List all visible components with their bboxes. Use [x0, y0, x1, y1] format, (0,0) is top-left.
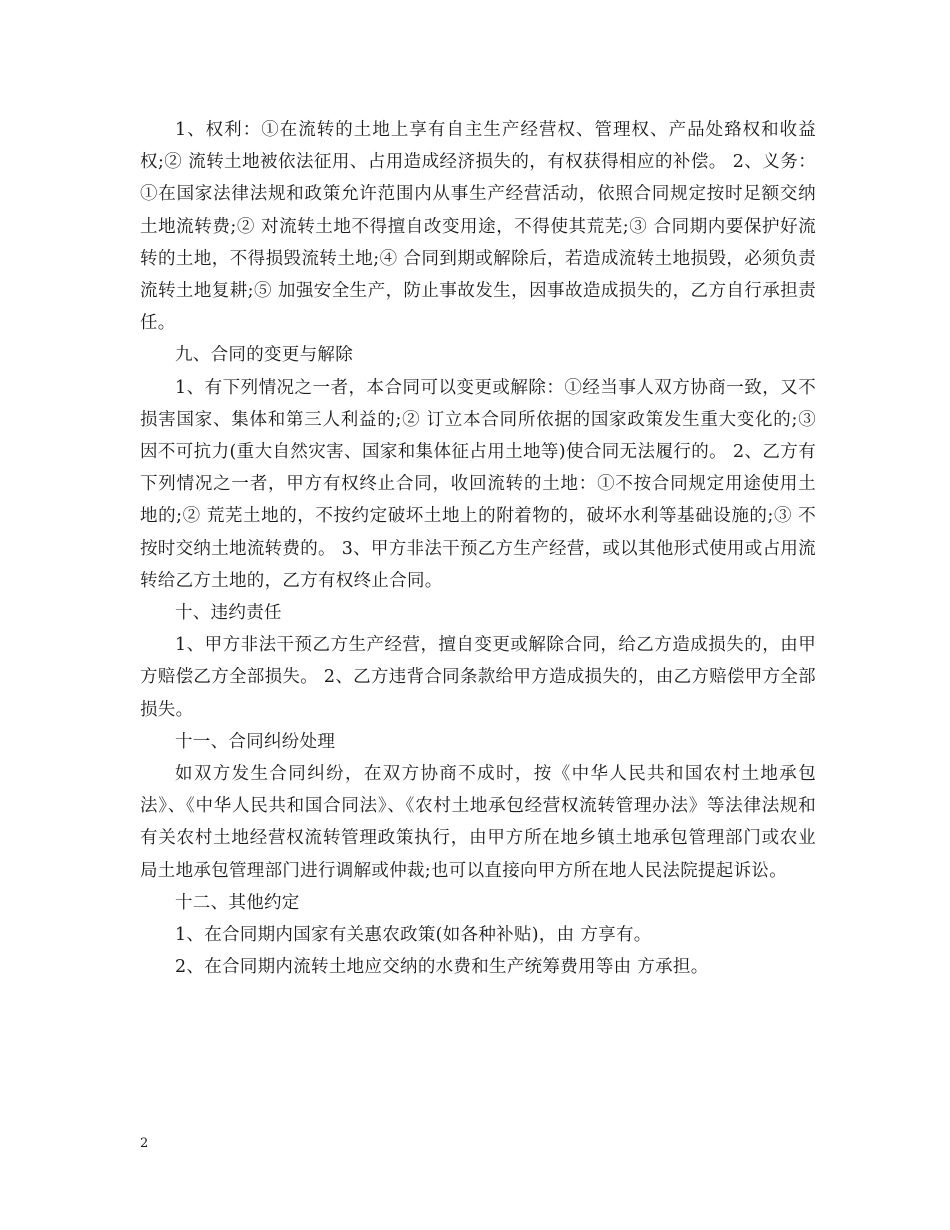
page-number: 2 [140, 1136, 149, 1151]
paragraph-other-fees: 2、在合同期内流转土地应交纳的水费和生产统筹费用等由 方承担。 [175, 957, 709, 978]
paragraph-modification: 1、有下列情况之一者，本合同可以变更或解除：①经当事人双方协商一致，又不损害国家、集体和第三人利益的;② 订立本合同所依据的国家政策发生重大变化的;③ 因不可抗力(重大自然灾害、国家和集体征占用土地等)使合同无法履行的。 2、乙方有下列情况之一者，甲方有权终止合同，收回流转的土地：①不按合同规定用途使用土地的;② 荒芜土地的，不按约定破坏土地上的附着物的，破坏水利等基础设施的;③ 不按时交纳土地流转费的。 3、甲方非法干预乙方生产经营，或以其他形式使用或占用流转给乙方土地的，乙方有权终止合同。 [140, 377, 816, 591]
paragraph-other-subsidy: 1、在合同期内国家有关惠农政策(如各种补贴)，由 方享有。 [175, 925, 652, 946]
section-heading-modification: 九、合同的变更与解除 [175, 345, 353, 366]
section-heading-liability: 十、违约责任 [175, 603, 282, 624]
document-body [140, 114, 816, 983]
paragraph-rights-obligations: 1、权利：①在流转的土地上享有自主生产经营权、管理权、产品处臵权和收益权;② 流转土地被依法征用、占用造成经济损失的，有权获得相应的补偿。 2、义务：①在国家法律法规和政策允许范围内从事生产经营活动，依照合同规定按时足额交纳土地流转费;② 对流转土地不得擅自改变用途，不得使其荒芜;③ 合同期内要保护好流转的土地，不得损毁流转土地;④ 合同到期或解除后，若造成流转土地损毁，必须负责 流转土地复耕;⑤ 加强安全生产，防止事故发生，因事故造成损失的，乙方自行承担责任。 [140, 120, 816, 334]
section-heading-other: 十二、其他约定 [175, 892, 300, 913]
paragraph-dispute: 如双方发生合同纠纷，在双方协商不成时，按《中华人民共和国农村土地承包法》、《中华人民共和国合同法》、《农村土地承包经营权流转管理办法》等法律法规和有关农村土地经营权流转管理政策执行，由甲方所在地乡镇土地承包管理部门或农业局土地承包管理部门进行调解或仲裁;也可以直接向甲方所在地人民法院提起诉讼。 [140, 764, 816, 881]
paragraph-liability: 1、甲方非法干预乙方生产经营，擅自变更或解除合同，给乙方造成损失的，由甲方赔偿乙方全部损失。 2、乙方违背合同条款给甲方造成损失的，由乙方赔偿甲方全部损失。 [140, 635, 816, 720]
section-heading-dispute: 十一、合同纠纷处理 [175, 731, 336, 752]
